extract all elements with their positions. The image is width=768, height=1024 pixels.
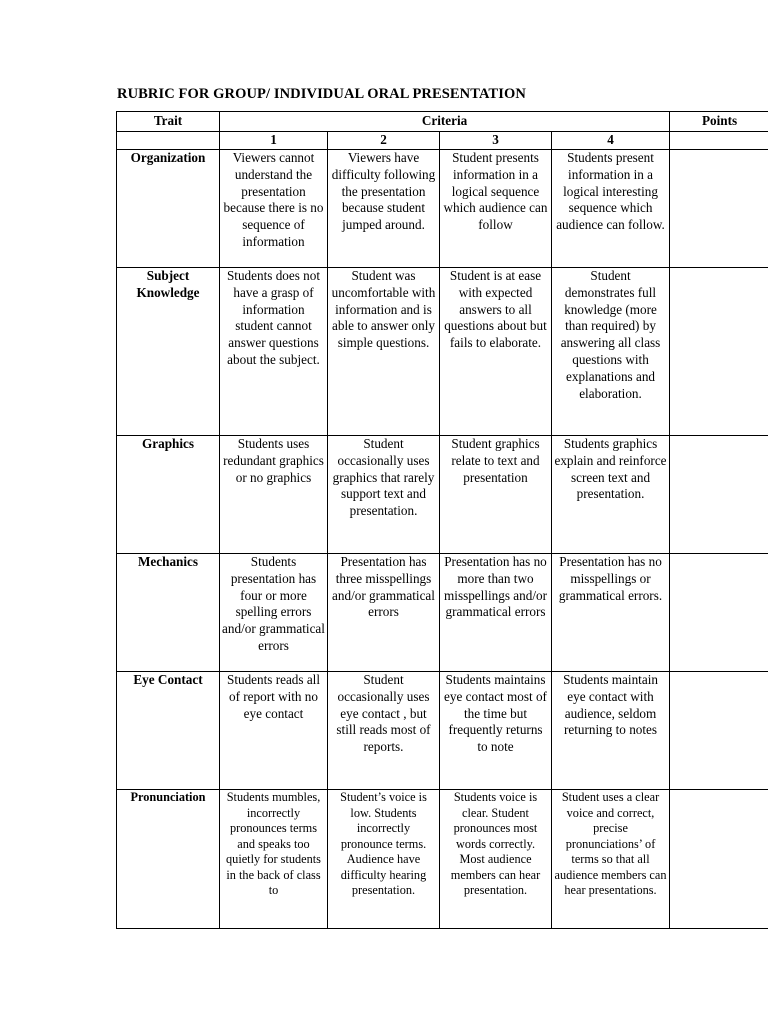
criteria-cell: Viewers have difficulty following the presentation because student jumped around. — [328, 150, 440, 268]
trait-mechanics: Mechanics — [117, 554, 220, 672]
points-cell — [670, 790, 768, 929]
criteria-cell: Students mumbles, incorrectly pronounces terms and speaks too quietly for students in the back of class to — [220, 790, 328, 929]
document-title: RUBRIC FOR GROUP/ INDIVIDUAL ORAL PRESENTATION — [117, 86, 526, 102]
criteria-cell: Student occasionally uses graphics that rarely support text and presentation. — [328, 436, 440, 554]
table-row — [117, 672, 768, 790]
level-header-1: 1 — [220, 132, 328, 150]
criteria-cell: Students present information in a logical interesting sequence which audience can follow. — [552, 150, 670, 268]
table-row — [117, 554, 768, 672]
criteria-cell: Presentation has no more than two misspellings and/or grammatical errors — [440, 554, 552, 672]
criteria-cell: Students maintains eye contact most of the time but frequently returns to note — [440, 672, 552, 790]
table-row — [117, 790, 768, 929]
level-header-3: 3 — [440, 132, 552, 150]
criteria-cell: Students uses redundant graphics or no graphics — [220, 436, 328, 554]
points-cell — [670, 268, 768, 436]
trait-organization: Organization — [117, 150, 220, 268]
trait-eye-contact: Eye Contact — [117, 672, 220, 790]
trait-subject-knowledge: Subject Knowledge — [117, 268, 220, 436]
criteria-cell: Presentation has three misspellings and/or grammatical errors — [328, 554, 440, 672]
table-row — [117, 436, 768, 554]
points-header: Points — [670, 112, 768, 132]
criteria-cell: Student’s voice is low. Students incorrectly pronounce terms. Audience have difficulty hearing presentation. — [328, 790, 440, 929]
table-row — [117, 268, 768, 436]
criteria-cell: Students presentation has four or more spelling errors and/or grammatical errors — [220, 554, 328, 672]
criteria-cell: Student is at ease with expected answers to all questions about but fails to elaborate. — [440, 268, 552, 436]
header-row — [117, 112, 768, 132]
criteria-cell: Student demonstrates full knowledge (more than required) by answering all class questions with explanations and elaboration. — [552, 268, 670, 436]
criteria-cell: Presentation has no misspellings or grammatical errors. — [552, 554, 670, 672]
trait-graphics: Graphics — [117, 436, 220, 554]
points-cell — [670, 554, 768, 672]
points-cell — [670, 436, 768, 554]
table-row — [117, 150, 768, 268]
criteria-cell: Student graphics relate to text and presentation — [440, 436, 552, 554]
criteria-cell: Students graphics explain and reinforce screen text and presentation. — [552, 436, 670, 554]
trait-header: Trait — [117, 112, 220, 132]
level-header-4: 4 — [552, 132, 670, 150]
criteria-cell: Student uses a clear voice and correct, precise pronunciations’ of terms so that all audience members can hear presentations. — [552, 790, 670, 929]
level-header-blank — [117, 132, 220, 150]
criteria-cell: Student was uncomfortable with information and is able to answer only simple questions. — [328, 268, 440, 436]
criteria-cell: Students reads all of report with no eye contact — [220, 672, 328, 790]
criteria-cell: Viewers cannot understand the presentation because there is no sequence of information — [220, 150, 328, 268]
criteria-cell: Students voice is clear. Student pronounces most words correctly. Most audience members can hear presentation. — [440, 790, 552, 929]
rubric-table — [116, 111, 768, 929]
criteria-cell: Student presents information in a logical sequence which audience can follow — [440, 150, 552, 268]
criteria-cell: Students does not have a grasp of information student cannot answer questions about the subject. — [220, 268, 328, 436]
level-header-points-blank — [670, 132, 768, 150]
points-cell — [670, 150, 768, 268]
level-header-row — [117, 132, 768, 150]
criteria-header: Criteria — [220, 112, 670, 132]
criteria-cell: Student occasionally uses eye contact , but still reads most of reports. — [328, 672, 440, 790]
level-header-2: 2 — [328, 132, 440, 150]
criteria-cell: Students maintain eye contact with audience, seldom returning to notes — [552, 672, 670, 790]
points-cell — [670, 672, 768, 790]
trait-pronunciation: Pronunciation — [117, 790, 220, 929]
